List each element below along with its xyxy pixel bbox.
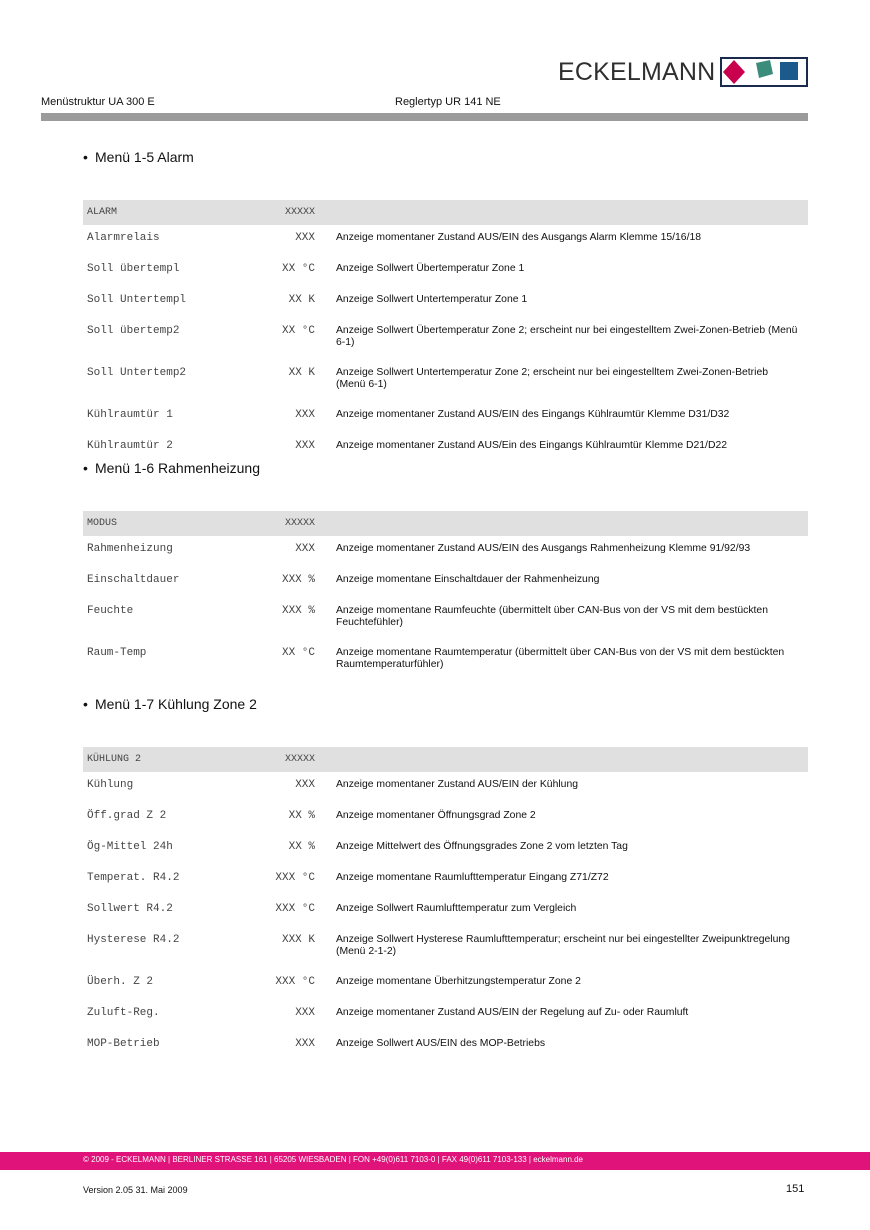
table-row (83, 772, 808, 803)
parameter-value: XXX (295, 779, 315, 791)
parameter-name: Öff.grad Z 2 (87, 810, 167, 822)
parameter-description: Anzeige momentane Raumlufttemperatur Eingang Z71/Z72 (336, 872, 609, 883)
table-header-row (83, 747, 808, 772)
header-divider (41, 113, 808, 121)
parameter-description: Anzeige momentane Überhitzungstemperatur Zone 2 (336, 976, 581, 987)
parameter-name: Zuluft-Reg. (87, 1007, 160, 1019)
parameter-description: Anzeige Sollwert Raumlufttemperatur zum Vergleich (336, 903, 577, 914)
logo-diamond-icon (720, 57, 808, 87)
controller-type: Reglertyp UR 141 NE (395, 96, 501, 108)
header-param: MODUS (83, 511, 263, 536)
parameter-name: Hysterese R4.2 (87, 934, 180, 946)
parameter-name: Soll übertempl (87, 263, 180, 275)
parameter-value: XXX (295, 1007, 315, 1019)
section-title-text: Menü 1-5 Alarm (95, 149, 194, 165)
table-row (83, 360, 808, 402)
parameter-value: XXX (295, 232, 315, 244)
header-value: XXXXX (263, 200, 319, 225)
table-row (83, 567, 808, 598)
logo-text: ECKELMANN (558, 58, 716, 86)
parameter-description: Anzeige Sollwert AUS/EIN des MOP-Betriebs (336, 1038, 546, 1049)
table-row (83, 256, 808, 287)
parameter-description: Anzeige momentaner Zustand AUS/EIN des Eingangs Kühlraumtür Klemme D31/D32 (336, 409, 730, 420)
parameter-value: XXX K (281, 934, 315, 946)
parameter-description: Anzeige Sollwert Untertemperatur Zone 2; erscheint nur bei eingestelltem Zwei-Zonen-Betrieb (Menü 6-1) (336, 367, 768, 390)
parameter-value: XX °C (281, 263, 315, 275)
page-number: 151 (786, 1183, 805, 1195)
parameter-value: XXX (295, 1038, 315, 1050)
header-value: XXXXX (263, 511, 319, 536)
parameter-description: Anzeige momentane Einschaltdauer der Rahmenheizung (336, 574, 600, 585)
table-header-row (83, 511, 808, 536)
parameter-value: XXX °C (275, 903, 315, 915)
parameter-description: Anzeige momentaner Zustand AUS/EIN des Ausgangs Rahmenheizung Klemme 91/92/93 (336, 543, 751, 554)
parameter-description: Anzeige Sollwert Hysterese Raumlufttemperatur; erscheint nur bei eingestellter Zweipunktregelung (Menü 2-1-2) (336, 934, 790, 957)
parameter-name: Kühlraumtür 2 (87, 440, 173, 452)
parameter-name: Rahmenheizung (87, 543, 173, 555)
parameter-description: Anzeige momentane Raumtemperatur (übermittelt über CAN-Bus von der VS mit dem bestückten Raumtemperaturfühler) (336, 647, 785, 670)
parameter-name: Sollwert R4.2 (87, 903, 173, 915)
logo-green-square (756, 60, 773, 78)
table-row (83, 640, 808, 682)
header-value: XXXXX (263, 747, 319, 772)
parameter-description: Anzeige Mittelwert des Öffnungsgrades Zone 2 vom letzten Tag (336, 841, 628, 852)
parameter-table (83, 511, 808, 682)
table-row (83, 1000, 808, 1031)
header-empty (319, 511, 808, 536)
header-empty (319, 200, 808, 225)
parameter-description: Anzeige momentaner Zustand AUS/EIN der Regelung auf Zu- oder Raumluft (336, 1007, 689, 1018)
logo-blue-square (780, 62, 798, 80)
parameter-name: Raum-Temp (87, 647, 147, 659)
section-title-text: Menü 1-6 Rahmenheizung (95, 460, 260, 476)
parameter-name: Überh. Z 2 (87, 976, 154, 988)
table-row (83, 896, 808, 927)
parameter-value: XXX % (281, 605, 315, 617)
table-row (83, 834, 808, 865)
header-param: ALARM (83, 200, 263, 225)
parameter-value: XXX (295, 440, 315, 452)
header-param: KÜHLUNG 2 (83, 747, 263, 772)
table-row (83, 598, 808, 640)
parameter-description: Anzeige momentane Raumfeuchte (übermittelt über CAN-Bus von der VS mit dem bestückten Feuchtefühler) (336, 605, 768, 628)
parameter-description: Anzeige momentaner Öffnungsgrad Zone 2 (336, 810, 536, 821)
parameter-name: Kühlraumtür 1 (87, 409, 173, 421)
parameter-value: XX % (288, 841, 315, 853)
parameter-description: Anzeige momentaner Zustand AUS/EIN des Ausgangs Alarm Klemme 15/16/18 (336, 232, 702, 243)
parameter-name: Soll Untertemp2 (87, 367, 187, 379)
table-row (83, 927, 808, 969)
parameter-name: Kühlung (87, 779, 134, 791)
parameter-value: XXX % (281, 574, 315, 586)
parameter-value: XX °C (281, 325, 315, 337)
table-row (83, 865, 808, 896)
parameter-name: Soll Untertempl (87, 294, 187, 306)
parameter-name: Temperat. R4.2 (87, 872, 180, 884)
parameter-name: Feuchte (87, 605, 134, 617)
parameter-value: XXX °C (275, 976, 315, 988)
parameter-description: Anzeige momentaner Zustand AUS/EIN der Kühlung (336, 779, 579, 790)
parameter-description: Anzeige momentaner Zustand AUS/Ein des Eingangs Kühlraumtür Klemme D21/D22 (336, 440, 728, 451)
table-row (83, 969, 808, 1000)
document-title: Menüstruktur UA 300 E (41, 96, 155, 108)
eckelmann-logo (558, 56, 808, 88)
section-title-text: Menü 1-7 Kühlung Zone 2 (95, 696, 257, 712)
parameter-value: XXX (295, 543, 315, 555)
section-menu-1-7-kuehlung-zone-2 (83, 694, 808, 1062)
parameter-value: XXX (295, 409, 315, 421)
parameter-name: MOP-Betrieb (87, 1038, 160, 1050)
section-menu-1-6-rahmenheizung (83, 458, 808, 682)
parameter-description: Anzeige Sollwert Übertemperatur Zone 1 (336, 263, 525, 274)
parameter-description: Anzeige Sollwert Übertemperatur Zone 2; erscheint nur bei eingestelltem Zwei-Zonen-Betrieb (Menü 6-1) (336, 325, 798, 348)
section-title (83, 458, 808, 478)
parameter-value: XXX °C (275, 872, 315, 884)
table-row (83, 225, 808, 256)
section-title (83, 694, 808, 714)
parameter-name: Ög-Mittel 24h (87, 841, 173, 853)
parameter-name: Alarmrelais (87, 232, 160, 244)
version-date: Version 2.05 31. Mai 2009 (83, 1185, 188, 1195)
header-empty (319, 747, 808, 772)
section-menu-1-5-alarm (83, 147, 808, 464)
parameter-value: XX K (288, 367, 315, 379)
bullet-icon: • (83, 696, 88, 712)
section-title (83, 147, 808, 167)
parameter-table (83, 747, 808, 1062)
parameter-value: XX % (288, 810, 315, 822)
parameter-name: Soll übertemp2 (87, 325, 180, 337)
table-row (83, 803, 808, 834)
table-row (83, 287, 808, 318)
parameter-value: XX K (288, 294, 315, 306)
parameter-description: Anzeige Sollwert Untertemperatur Zone 1 (336, 294, 528, 305)
table-row (83, 1031, 808, 1062)
parameter-name: Einschaltdauer (87, 574, 180, 586)
bullet-icon: • (83, 460, 88, 476)
bullet-icon: • (83, 149, 88, 165)
logo-red-diamond (723, 60, 745, 84)
table-header-row (83, 200, 808, 225)
parameter-value: XX °C (281, 647, 315, 659)
table-row (83, 318, 808, 360)
table-row (83, 536, 808, 567)
parameter-table (83, 200, 808, 464)
footer-contact: © 2009 - ECKELMANN | BERLINER STRASSE 161 | 65205 WIESBADEN | FON +49(0)611 7103-0 | FAX 49(0)611 7103-133 | eckelmann.de (83, 1155, 584, 1164)
table-row (83, 402, 808, 433)
